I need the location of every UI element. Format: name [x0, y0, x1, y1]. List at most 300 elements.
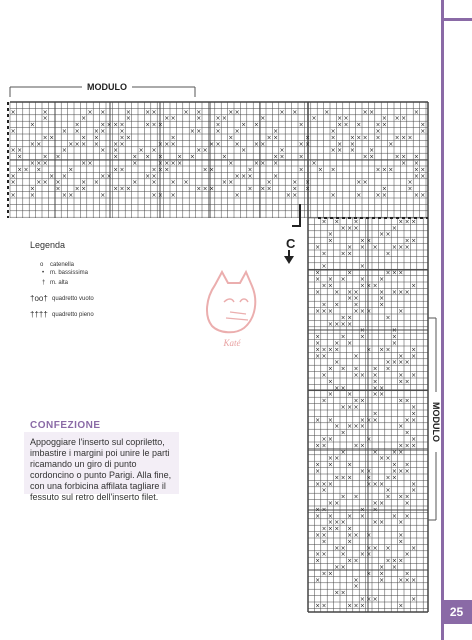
cross-mark: × [411, 442, 417, 450]
cross-mark: × [334, 525, 340, 533]
cross-mark: × [340, 365, 346, 373]
cross-mark: × [221, 115, 227, 123]
cross-mark: × [315, 340, 321, 347]
cross-mark: × [353, 224, 359, 232]
watermark-text: Katé [223, 338, 241, 348]
cross-mark: × [379, 576, 385, 584]
cross-mark: × [81, 185, 87, 193]
cross-mark: × [273, 153, 279, 161]
cross-mark: × [391, 333, 397, 341]
cross-mark: × [327, 436, 333, 443]
cross-mark: × [398, 423, 404, 431]
cross-mark: × [151, 108, 157, 116]
cross-mark: × [353, 397, 359, 405]
cross-mark: × [343, 121, 349, 129]
corner-arrow-line [292, 204, 300, 226]
cross-mark: × [279, 153, 285, 161]
legend-symbol-vuoto: †oo† [30, 294, 48, 303]
cross-mark: × [260, 160, 266, 167]
cross-mark: × [10, 147, 16, 155]
cross-mark: × [353, 493, 359, 501]
cross-mark: × [372, 519, 378, 527]
cross-mark: × [273, 128, 279, 135]
cross-mark: × [337, 121, 343, 129]
cross-mark: × [353, 301, 359, 309]
cross-mark: × [347, 340, 353, 347]
cross-mark: × [359, 596, 365, 603]
cross-mark: × [170, 179, 176, 187]
cross-mark: × [36, 179, 42, 187]
cross-mark: × [321, 263, 327, 271]
cross-mark: × [87, 160, 93, 167]
cross-mark: × [315, 333, 321, 341]
cross-mark: × [234, 192, 240, 199]
cross-mark: × [327, 461, 333, 469]
cross-mark: × [340, 544, 346, 552]
cross-mark: × [10, 192, 16, 199]
cross-mark: × [407, 185, 413, 193]
cross-mark: × [372, 416, 378, 424]
cross-mark: × [151, 172, 157, 180]
cross-mark: × [353, 372, 359, 379]
cross-mark: × [362, 153, 368, 161]
cross-mark: × [151, 166, 157, 174]
cross-marks [11, 109, 426, 610]
cross-mark: × [391, 461, 397, 469]
cross-mark: × [340, 474, 346, 482]
cross-mark: × [81, 115, 87, 123]
cross-mark: × [10, 172, 16, 180]
cross-mark: × [266, 134, 272, 142]
cross-mark: × [125, 134, 131, 142]
cross-mark: × [347, 538, 353, 546]
cross-mark: × [398, 442, 404, 450]
cross-mark: × [292, 179, 298, 187]
cross-mark: × [372, 244, 378, 251]
legend-label-alta: m. alta [50, 280, 69, 286]
cross-mark: × [391, 557, 397, 565]
cross-mark: × [347, 525, 353, 533]
cross-mark: × [279, 147, 285, 155]
cross-mark: × [359, 416, 365, 424]
legend-title: Legenda [30, 240, 66, 250]
cross-mark: × [404, 512, 410, 520]
cross-mark: × [398, 397, 404, 405]
cross-mark: × [321, 250, 327, 258]
cross-mark: × [321, 282, 327, 290]
cross-mark: × [366, 416, 372, 424]
cross-mark: × [420, 166, 426, 174]
cross-mark: × [253, 140, 259, 148]
cross-mark: × [372, 506, 378, 514]
cross-mark: × [119, 121, 125, 129]
cross-mark: × [334, 359, 340, 367]
cross-mark: × [347, 474, 353, 482]
cross-mark: × [366, 282, 372, 290]
cross-mark: × [196, 185, 202, 193]
cross-mark: × [369, 147, 375, 155]
cross-mark: × [372, 372, 378, 379]
cross-mark: × [356, 192, 362, 199]
cross-mark: × [93, 179, 99, 187]
cross-mark: × [100, 128, 106, 135]
cross-mark: × [234, 140, 240, 148]
cross-mark: × [311, 160, 317, 167]
cross-mark: × [315, 346, 321, 354]
cross-mark: × [379, 391, 385, 399]
cross-mark: × [228, 108, 234, 116]
cross-mark: × [411, 416, 417, 424]
cross-mark: × [61, 172, 67, 180]
cross-mark: × [353, 602, 359, 610]
cross-mark: × [334, 564, 340, 571]
cross-mark: × [379, 384, 385, 392]
cross-mark: × [260, 115, 266, 123]
cross-mark: × [202, 166, 208, 174]
cross-mark: × [375, 121, 381, 129]
cross-mark: × [347, 423, 353, 431]
cross-mark: × [157, 121, 163, 129]
cross-mark: × [321, 532, 327, 539]
cross-mark: × [100, 147, 106, 155]
cross-mark: × [145, 121, 151, 129]
cross-mark: × [411, 346, 417, 354]
page-number: 25 [441, 600, 472, 624]
legend-symbol-bassissima: • [42, 270, 45, 276]
cross-mark: × [379, 301, 385, 309]
cross-mark: × [315, 442, 321, 450]
cross-mark: × [49, 134, 55, 142]
cross-mark: × [385, 365, 391, 373]
cross-mark: × [327, 378, 333, 386]
cross-mark: × [347, 250, 353, 258]
cross-mark: × [292, 108, 298, 116]
cross-mark: × [385, 487, 391, 495]
cross-mark: × [55, 153, 61, 161]
cross-mark: × [327, 512, 333, 520]
cross-mark: × [401, 160, 407, 167]
cross-mark: × [353, 423, 359, 431]
cross-mark: × [100, 108, 106, 116]
cross-mark: × [209, 185, 215, 193]
cross-mark: × [347, 404, 353, 411]
cross-mark: × [356, 134, 362, 142]
cross-mark: × [324, 108, 330, 116]
cross-mark: × [170, 134, 176, 142]
cross-mark: × [420, 128, 426, 135]
cross-mark: × [119, 140, 125, 148]
cross-mark: × [372, 480, 378, 488]
cross-mark: × [330, 192, 336, 199]
cross-mark: × [132, 160, 138, 167]
cross-mark: × [87, 108, 93, 116]
cross-mark: × [164, 140, 170, 148]
cross-mark: × [391, 359, 397, 367]
cross-mark: × [228, 179, 234, 187]
cross-mark: × [366, 436, 372, 443]
cross-mark: × [411, 576, 417, 584]
cross-mark: × [385, 359, 391, 367]
cross-mark: × [366, 308, 372, 315]
cross-mark: × [372, 500, 378, 507]
cross-mark: × [340, 589, 346, 597]
cross-mark: × [315, 557, 321, 565]
confezione-title: CONFEZIONE [30, 420, 101, 431]
cross-mark: × [353, 288, 359, 296]
cross-mark: × [321, 525, 327, 533]
cross-mark: × [196, 108, 202, 116]
cross-mark: × [372, 410, 378, 418]
cross-mark: × [317, 166, 323, 174]
cross-mark: × [413, 153, 419, 161]
cross-mark: × [74, 121, 80, 129]
cross-mark: × [228, 134, 234, 142]
cross-mark: × [315, 602, 321, 610]
cross-mark: × [340, 250, 346, 258]
cross-mark: × [42, 160, 48, 167]
cross-mark: × [420, 192, 426, 199]
cross-mark: × [372, 365, 378, 373]
cross-mark: × [375, 128, 381, 135]
cross-mark: × [366, 570, 372, 578]
cross-mark: × [404, 493, 410, 501]
cross-mark: × [321, 397, 327, 405]
cross-mark: × [413, 108, 419, 116]
cross-mark: × [266, 179, 272, 187]
cross-mark: × [398, 244, 404, 251]
cross-mark: × [356, 121, 362, 129]
cross-mark: × [411, 218, 417, 226]
cross-mark: × [279, 108, 285, 116]
cross-mark: × [359, 327, 365, 335]
cross-mark: × [334, 340, 340, 347]
cross-mark: × [36, 166, 42, 174]
cross-mark: × [327, 282, 333, 290]
cross-mark: × [359, 423, 365, 431]
cross-mark: × [349, 140, 355, 148]
cross-mark: × [404, 468, 410, 475]
cross-mark: × [305, 179, 311, 187]
cross-mark: × [157, 160, 163, 167]
cross-mark: × [10, 179, 16, 187]
cross-mark: × [385, 314, 391, 322]
cross-mark: × [315, 416, 321, 424]
cross-mark: × [375, 134, 381, 142]
cross-mark: × [381, 115, 387, 123]
cross-mark: × [369, 108, 375, 116]
cross-mark: × [170, 192, 176, 199]
cross-mark: × [411, 480, 417, 488]
cross-mark: × [292, 185, 298, 193]
corner-arrow-head-icon [284, 256, 294, 264]
cross-mark: × [381, 192, 387, 199]
cross-mark: × [366, 480, 372, 488]
cross-mark: × [401, 153, 407, 161]
cross-mark: × [334, 301, 340, 309]
cross-mark: × [315, 512, 321, 520]
cross-mark: × [391, 269, 397, 277]
cross-mark: × [29, 140, 35, 148]
cross-mark: × [340, 314, 346, 322]
cross-mark: × [411, 596, 417, 603]
cross-mark: × [113, 166, 119, 174]
cross-mark: × [330, 128, 336, 135]
cross-mark: × [404, 429, 410, 437]
cross-mark: × [321, 346, 327, 354]
cross-mark: × [359, 333, 365, 341]
cross-mark: × [398, 218, 404, 226]
cross-mark: × [113, 185, 119, 193]
cross-mark: × [327, 346, 333, 354]
cross-mark: × [379, 295, 385, 303]
cross-mark: × [68, 166, 74, 174]
cross-mark: × [327, 365, 333, 373]
cross-mark: × [327, 519, 333, 527]
cross-mark: × [401, 115, 407, 123]
cross-mark: × [315, 480, 321, 488]
cross-mark: × [292, 192, 298, 199]
cross-mark: × [315, 506, 321, 514]
cross-mark: × [61, 192, 67, 199]
cross-mark: × [68, 192, 74, 199]
cross-mark: × [359, 397, 365, 405]
cross-mark: × [398, 378, 404, 386]
cross-mark: × [353, 557, 359, 565]
cross-mark: × [359, 551, 365, 559]
cross-mark: × [391, 244, 397, 251]
cross-mark: × [253, 160, 259, 167]
cross-mark: × [241, 147, 247, 155]
cross-mark: × [356, 179, 362, 187]
cross-mark: × [29, 185, 35, 193]
cross-mark: × [298, 166, 304, 174]
cross-mark: × [241, 121, 247, 129]
cross-mark: × [398, 532, 404, 539]
cross-mark: × [234, 108, 240, 116]
cross-mark: × [241, 172, 247, 180]
cross-mark: × [379, 480, 385, 488]
cross-mark: × [113, 147, 119, 155]
cross-mark: × [42, 108, 48, 116]
cross-mark: × [215, 115, 221, 123]
cross-mark: × [398, 493, 404, 501]
cross-mark: × [334, 346, 340, 354]
cross-mark: × [353, 576, 359, 584]
cross-mark: × [327, 308, 333, 315]
cross-mark: × [321, 506, 327, 514]
cross-mark: × [398, 359, 404, 367]
cross-mark: × [273, 172, 279, 180]
cross-mark: × [327, 320, 333, 328]
cross-mark: × [305, 134, 311, 142]
cross-mark: × [411, 372, 417, 379]
cross-mark: × [273, 134, 279, 142]
cross-mark: × [379, 564, 385, 571]
cross-mark: × [183, 108, 189, 116]
cross-mark: × [379, 519, 385, 527]
cross-mark: × [359, 308, 365, 315]
cross-mark: × [379, 231, 385, 239]
cross-mark: × [353, 583, 359, 591]
cross-mark: × [266, 185, 272, 193]
cross-mark: × [221, 179, 227, 187]
cross-mark: × [321, 570, 327, 578]
cross-mark: × [177, 160, 183, 167]
cross-mark: × [334, 519, 340, 527]
cross-mark: × [359, 276, 365, 283]
cross-mark: × [385, 557, 391, 565]
cross-mark: × [164, 115, 170, 123]
cross-mark: × [209, 166, 215, 174]
cross-mark: × [315, 308, 321, 315]
cross-mark: × [404, 576, 410, 584]
cross-mark: × [125, 115, 131, 123]
cross-mark: × [315, 288, 321, 296]
cross-mark: × [334, 384, 340, 392]
cross-mark: × [234, 128, 240, 135]
cross-mark: × [340, 429, 346, 437]
cross-mark: × [74, 140, 80, 148]
cross-mark: × [340, 333, 346, 341]
cross-mark: × [394, 115, 400, 123]
cross-mark: × [359, 372, 365, 379]
cross-mark: × [398, 448, 404, 456]
cross-mark: × [385, 474, 391, 482]
cross-mark: × [404, 244, 410, 251]
cross-mark: × [369, 153, 375, 161]
cross-mark: × [10, 108, 16, 116]
cross-mark: × [215, 128, 221, 135]
cross-mark: × [366, 544, 372, 552]
cross-mark: × [340, 276, 346, 283]
cross-mark: × [93, 128, 99, 135]
cross-mark: × [398, 288, 404, 296]
cross-mark: × [42, 179, 48, 187]
cross-mark: × [170, 115, 176, 123]
cross-mark: × [321, 480, 327, 488]
cross-mark: × [321, 218, 327, 226]
cross-mark: × [315, 551, 321, 559]
cross-mark: × [404, 570, 410, 578]
cross-mark: × [366, 596, 372, 603]
cross-mark: × [366, 551, 372, 559]
watermark-cat-icon [207, 272, 255, 332]
cross-mark: × [23, 166, 29, 174]
cross-mark: × [311, 115, 317, 123]
cross-mark: × [404, 218, 410, 226]
cross-mark: × [362, 179, 368, 187]
cross-mark: × [340, 404, 346, 411]
cross-mark: × [340, 224, 346, 232]
cross-mark: × [347, 391, 353, 399]
cross-mark: × [381, 185, 387, 193]
cross-mark: × [407, 179, 413, 187]
cross-mark: × [411, 410, 417, 418]
cross-mark: × [404, 500, 410, 507]
cross-mark: × [413, 160, 419, 167]
cross-mark: × [347, 314, 353, 322]
cross-mark: × [398, 372, 404, 379]
cross-mark: × [113, 153, 119, 161]
cross-mark: × [398, 557, 404, 565]
cross-mark: × [385, 544, 391, 552]
cross-mark: × [330, 166, 336, 174]
cross-mark: × [327, 237, 333, 245]
cross-mark: × [315, 244, 321, 251]
cross-mark: × [321, 308, 327, 315]
cross-mark: × [366, 532, 372, 539]
cross-mark: × [170, 160, 176, 167]
